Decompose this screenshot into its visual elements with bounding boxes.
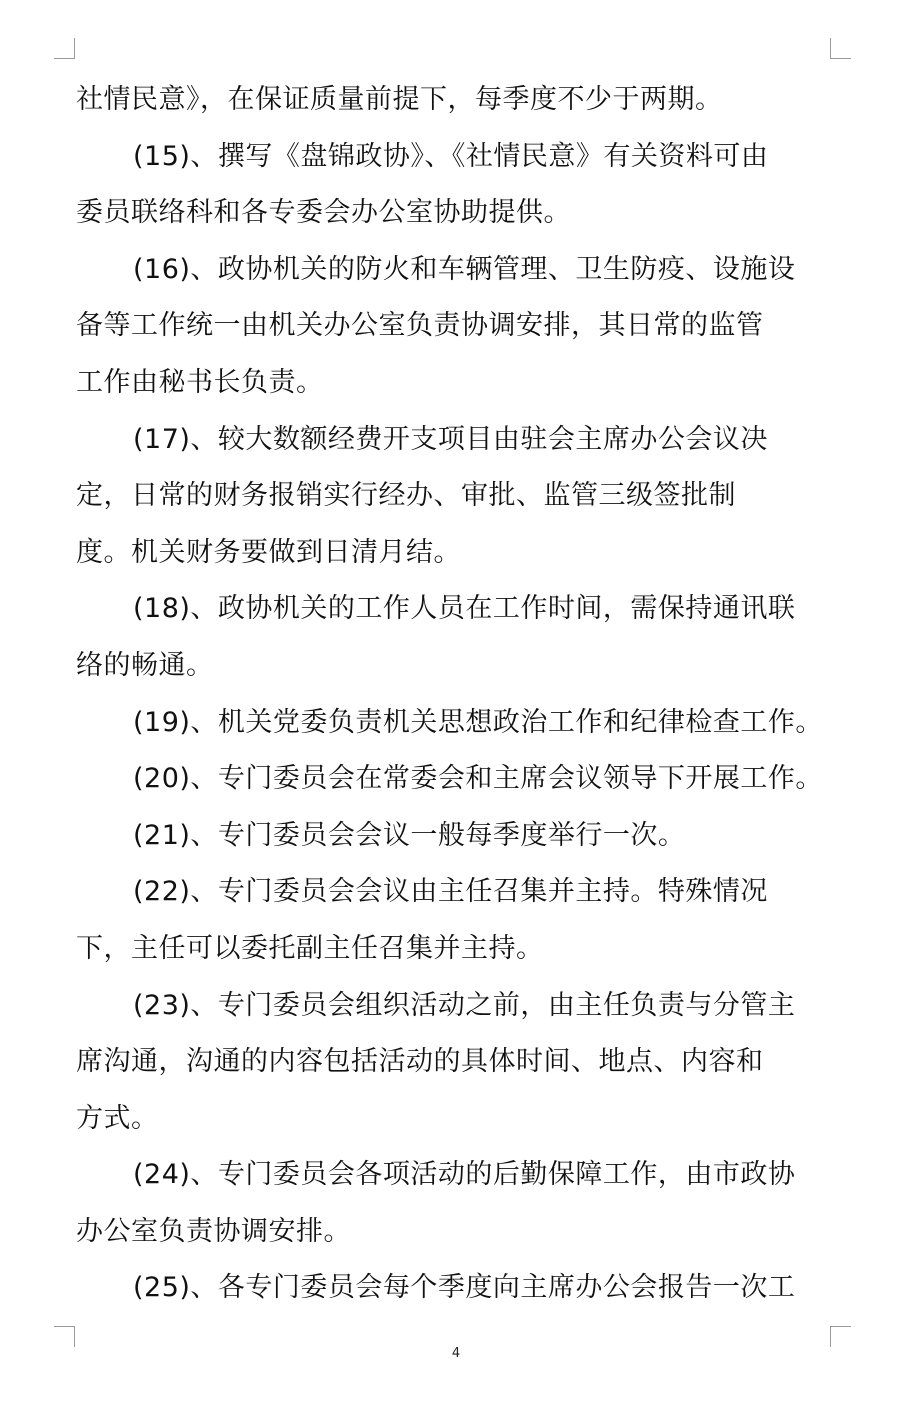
paragraph-22-line-2: 下，主任可以委托副主任召集并主持。 [76,932,544,964]
paragraph-24-line-2: 办公室负责协调安排。 [76,1215,351,1247]
paragraph-19: (19)、机关党委负责机关思想政治工作和纪律检查工作。 [133,706,823,738]
paragraph-23-line-3: 方式。 [76,1102,159,1134]
paragraph-23-line-1: (23)、专门委员会组织活动之前，由主任负责与分管主 [133,989,796,1021]
crop-mark-bottom-left [54,1326,75,1347]
paragraph-15-line-1: (15)、撰写《盘锦政协》、《社情民意》有关资料可由 [133,140,769,172]
paragraph-23-line-2: 席沟通，沟通的内容包括活动的具体时间、地点、内容和 [76,1046,764,1078]
paragraph-22-line-1: (22)、专门委员会会议由主任召集并主持。特殊情况 [133,876,768,908]
text-line: 社情民意》，在保证质量前提下，每季度不少于两期。 [76,84,723,115]
crop-mark-top-left [54,38,75,59]
paragraph-17-line-1: (17)、较大数额经费开支项目由驻会主席办公会议决 [133,423,768,455]
crop-mark-top-right [830,38,851,59]
paragraph-21: (21)、专门委员会会议一般每季度举行一次。 [133,819,686,851]
document-body [76,72,846,1317]
paragraph-17-line-2: 定，日常的财务报销实行经办、审批、监管三级签批制 [76,480,736,512]
paragraph-18-line-1: (18)、政协机关的工作人员在工作时间，需保持通讯联 [133,593,796,625]
paragraph-20: (20)、专门委员会在常委会和主席会议领导下开展工作。 [133,763,823,795]
paragraph-24-line-1: (24)、专门委员会各项活动的后勤保障工作，由市政协 [133,1159,796,1191]
paragraph-18-line-2: 络的畅通。 [76,649,214,681]
paragraph-16-line-3: 工作由秘书长负责。 [76,366,324,398]
paragraph-25-line-1: (25)、各专门委员会每个季度向主席办公会报告一次工 [133,1272,796,1304]
paragraph-15-line-2: 委员联络科和各专委会办公室协助提供。 [76,197,571,229]
crop-mark-bottom-right [830,1326,851,1347]
paragraph-16-line-1: (16)、政协机关的防火和车辆管理、卫生防疫、设施设 [133,253,796,285]
paragraph-17-line-3: 度。机关财务要做到日清月结。 [76,536,461,568]
paragraph-16-line-2: 备等工作统一由机关办公室负责协调安排，其日常的监管 [76,310,764,342]
page-number: 4 [451,1346,461,1361]
